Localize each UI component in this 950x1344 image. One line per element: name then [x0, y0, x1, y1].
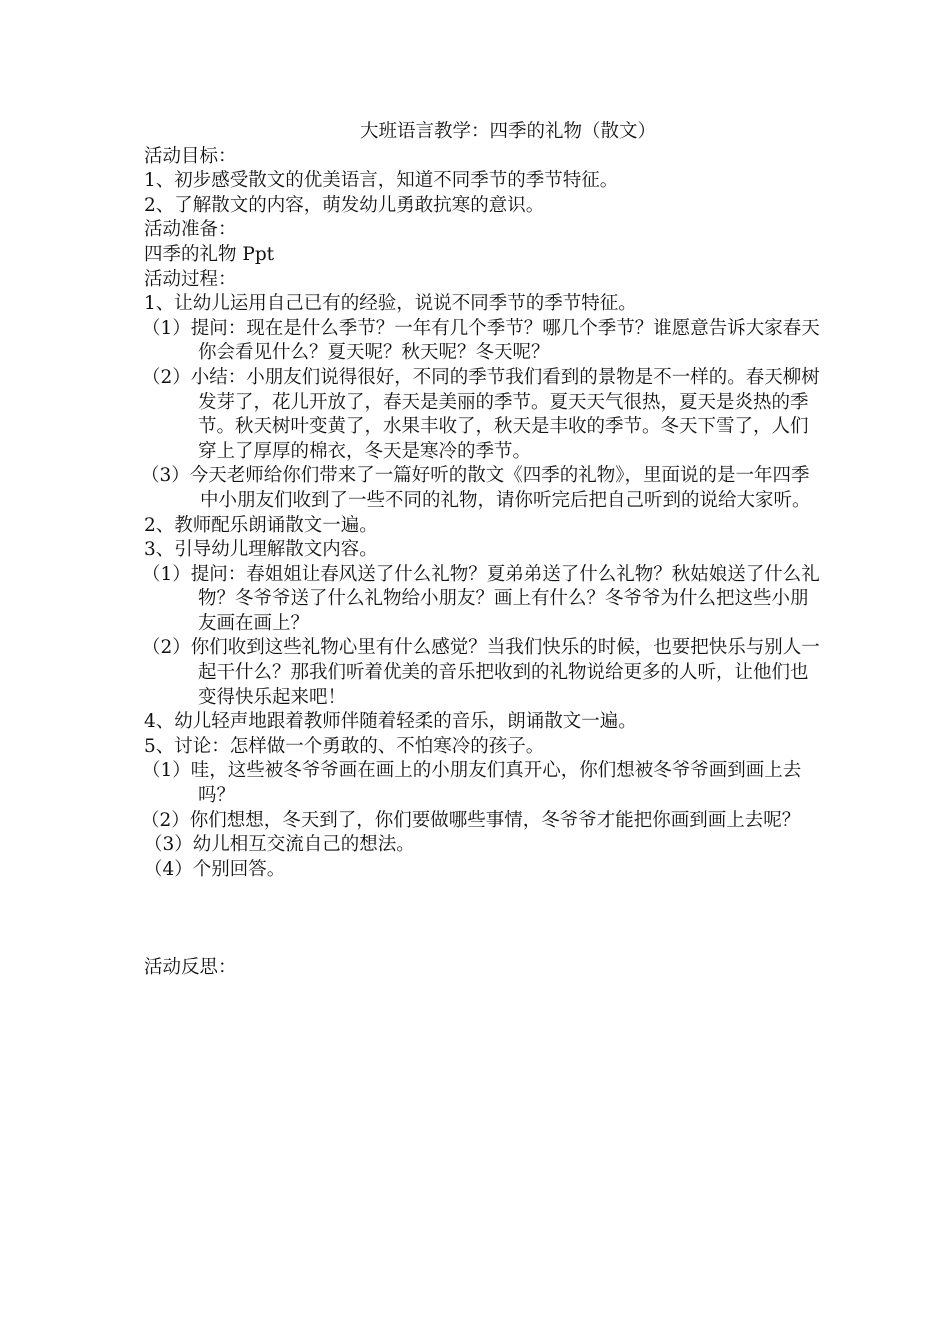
process-substep: （3）今天老师给你们带来了一篇好听的散文《四季的礼物》，里面说的是一年四季中小朋友们收到了一些不同的礼物，请你听完后把自己听到的说给大家听。 — [141, 465, 811, 511]
process-step: 2、教师配乐朗诵散文一遍。 — [144, 514, 378, 536]
process-step: 4、幼儿轻声地跟着教师伴随着轻柔的音乐，朗诵散文一遍。 — [144, 711, 637, 733]
process-substep: （1）哇，这些被冬爷爷画在画上的小朋友们真开心，你们想被冬爷爷画到画上去吗？ — [142, 760, 802, 807]
process-step: 1、让幼儿运用自己已有的经验，说说不同季节的季节特征。 — [144, 293, 637, 315]
process-substep: （2）小结：小朋友们说得很好，不同的季节我们看到的景物是不一样的。春天柳树发芽了，花儿开放了，春天是美丽的季节。夏天天气很热，夏天是炎热的季节。秋天树叶变黄了，水果丰收了，秋天是丰收的季节。冬天下雪了，人们穿上了厚厚的棉衣，冬天是寒冷的季节。 — [142, 366, 820, 462]
blank-space — [144, 882, 824, 956]
process-substep: （1）提问：现在是什么季节？一年有几个季节？哪几个季节？谁愿意告诉大家春天你会看见什么？夏天呢？秋天呢？冬天呢？ — [142, 317, 820, 364]
document-body — [141, 120, 824, 981]
process-heading: 活动过程： — [144, 268, 237, 290]
process-substep: （2）你们收到这些礼物心里有什么感觉？当我们快乐的时候，也要把快乐与别人一起干什么？那我们听着优美的音乐把收到的礼物说给更多的人听，让他们也变得快乐起来吧！ — [142, 637, 820, 708]
process-substep: （2）你们想想，冬天到了，你们要做哪些事情，冬爷爷才能把你画到画上去呢？ — [141, 809, 801, 831]
goal-item: 1、初步感受散文的优美语言，知道不同季节的季节特征。 — [144, 170, 619, 192]
process-step: 3、引导幼儿理解散文内容。 — [144, 539, 378, 561]
reflection-heading: 活动反思： — [144, 957, 237, 979]
process-substep: （3）幼儿相互交流自己的想法。 — [144, 834, 415, 856]
goal-item: 2、了解散文的内容，萌发幼儿勇敢抗寒的意识。 — [144, 194, 545, 216]
process-step: 5、讨论：怎样做一个勇敢的、不怕寒冷的孩子。 — [144, 735, 545, 757]
prep-heading: 活动准备： — [144, 219, 237, 241]
document-title: 大班语言教学：四季的礼物（散文） — [359, 121, 656, 142]
goals-heading: 活动目标： — [144, 145, 237, 167]
process-substep: （1）提问：春姐姐让春风送了什么礼物？夏弟弟送了什么礼物？秋姑娘送了什么礼物？冬爷爷送了什么礼物给小朋友？画上有什么？冬爷爷为什么把这些小朋友画在画上？ — [142, 563, 820, 634]
prep-text: 四季的礼物 Ppt — [144, 243, 275, 265]
process-substep: （4）个别回答。 — [144, 858, 286, 880]
